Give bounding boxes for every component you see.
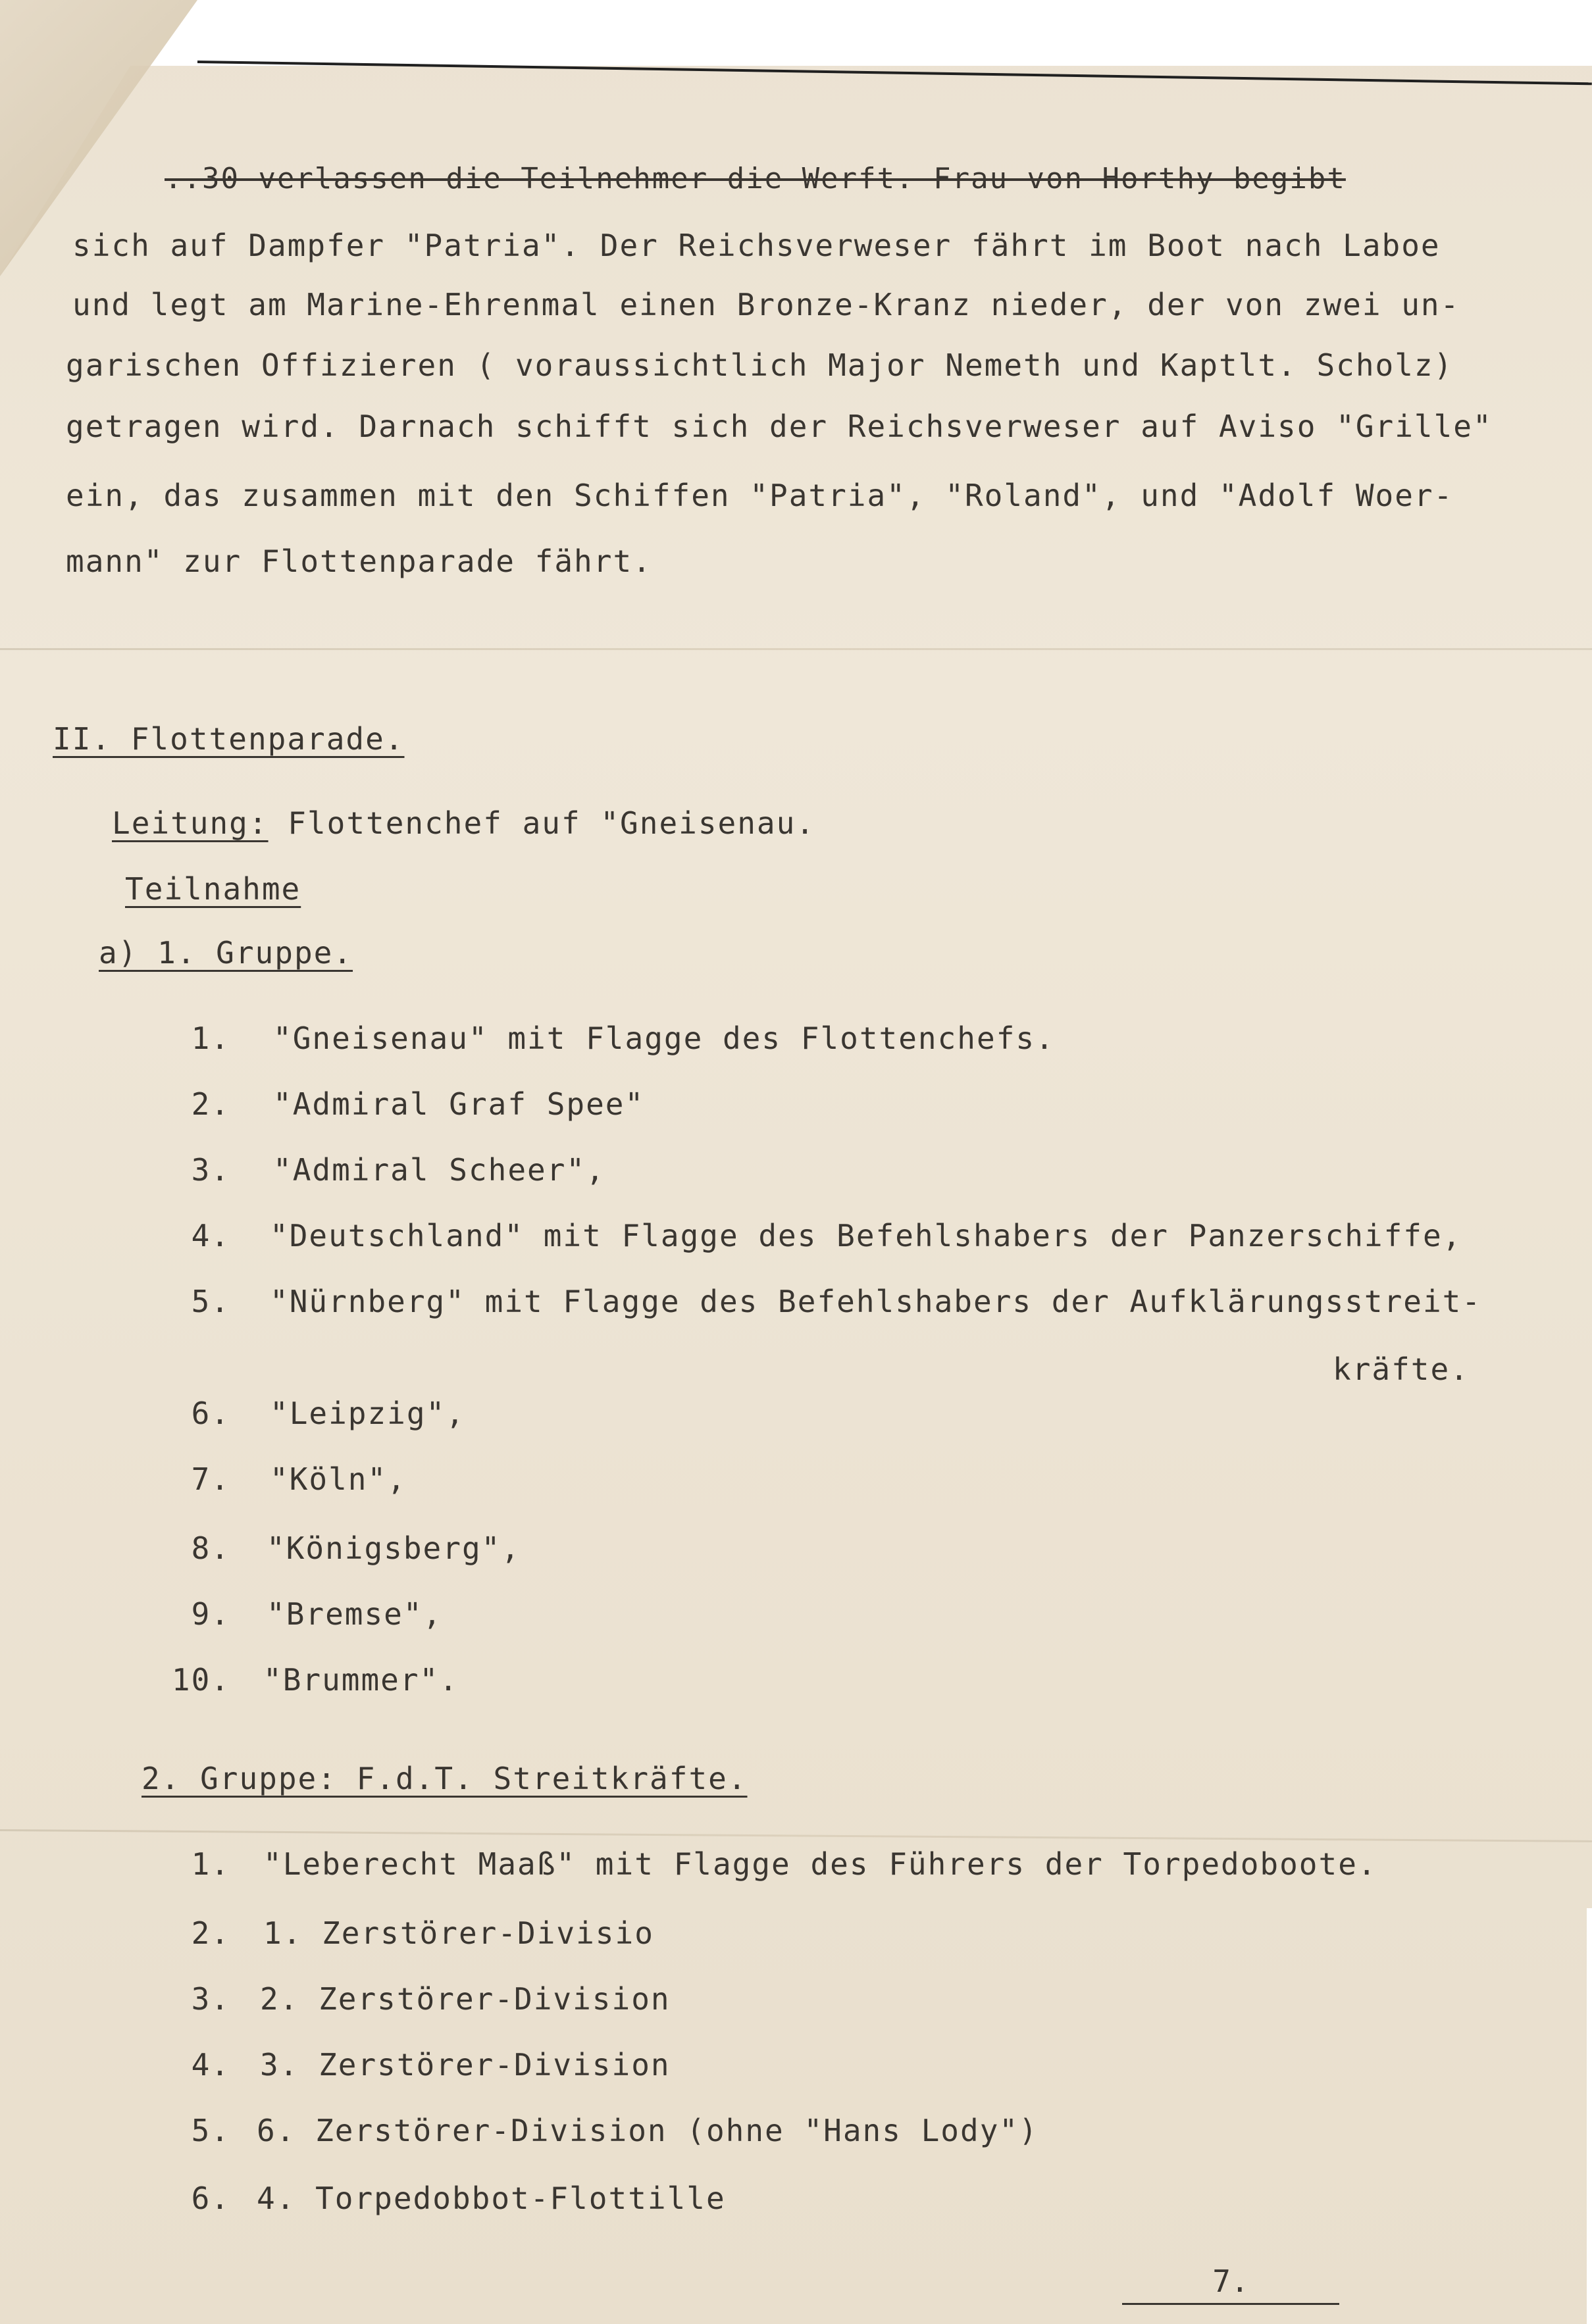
- group1-item-text: "Königsberg",: [267, 1530, 521, 1566]
- group1-item-text: "Leipzig",: [270, 1396, 465, 1431]
- group1-item-text: "Nürnberg" mit Flagge des Befehlshabers der Aufklärungsstreit-: [270, 1284, 1482, 1319]
- group1-item-number: 2.: [191, 1086, 230, 1122]
- group1-item-number: 9.: [191, 1596, 230, 1632]
- group1-item-number: 8.: [191, 1530, 230, 1566]
- intro-line-7: mann" zur Flottenparade fährt.: [66, 543, 652, 579]
- section-heading: II. Flottenparade.: [53, 721, 405, 757]
- leitung-text: Flottenchef auf "Gneisenau.: [268, 805, 816, 841]
- intro-line-2: sich auf Dampfer "Patria". Der Reichsverweser fährt im Boot nach Laboe: [72, 228, 1441, 263]
- group1-item-number: 1.: [191, 1021, 230, 1056]
- group2-item-number: 3.: [191, 1981, 230, 2017]
- intro-line-6: ein, das zusammen mit den Schiffen "Patria", "Roland", und "Adolf Woer-: [66, 478, 1454, 513]
- group1-item-number: 4.: [191, 1218, 230, 1253]
- group1-item-text: "Gneisenau" mit Flagge des Flottenchefs.: [273, 1021, 1055, 1056]
- group2-item-number: 1.: [191, 1846, 230, 1882]
- group2-item-text: 4. Torpedobbot-Flottille: [257, 2181, 726, 2216]
- group1-item-text: "Köln",: [270, 1461, 407, 1497]
- paper-right-edge: [1587, 1908, 1592, 2324]
- group2-item-text: 3. Zerstörer-Division: [260, 2047, 671, 2083]
- group2-item-number: 5.: [191, 2113, 230, 2148]
- group2-heading: 2. Gruppe: F.d.T. Streitkräfte.: [141, 1761, 748, 1796]
- group2-item-number: 4.: [191, 2047, 230, 2083]
- group1-item-text: "Deutschland" mit Flagge des Befehlshabers der Panzerschiffe,: [270, 1218, 1462, 1253]
- group1-item-text: "Bremse",: [267, 1596, 443, 1632]
- group2-item-number: 2.: [191, 1915, 230, 1951]
- group2-item-text: "Leberecht Maaß" mit Flagge des Führers der Torpedoboote.: [263, 1846, 1377, 1882]
- page-background-top: [0, 0, 1592, 66]
- group1-item-number: 10.: [171, 1662, 230, 1698]
- group1-item-number: 5.: [191, 1284, 230, 1319]
- intro-line-3: und legt am Marine-Ehrenmal einen Bronze-Kranz nieder, der von zwei un-: [72, 287, 1460, 322]
- group2-item-text: 6. Zerstörer-Division (ohne "Hans Lody"): [257, 2113, 1039, 2148]
- group2-item-text: 2. Zerstörer-Division: [260, 1981, 671, 2017]
- group1-item-number: 7.: [191, 1461, 230, 1497]
- teilnahme-label: Teilnahme: [125, 871, 301, 907]
- fold-crease: [0, 648, 1592, 650]
- group2-item-text: 1. Zerstörer-Divisio: [263, 1915, 654, 1951]
- group1-item-continuation: kräfte.: [1333, 1351, 1470, 1387]
- group1-item-number: 6.: [191, 1396, 230, 1431]
- group1-item-number: 3.: [191, 1152, 230, 1188]
- group1-heading: a) 1. Gruppe.: [99, 935, 353, 971]
- group1-item-text: "Admiral Graf Spee": [273, 1086, 645, 1122]
- group1-item-text: "Admiral Scheer",: [273, 1152, 605, 1188]
- page-number: 7.: [1122, 2263, 1339, 2305]
- leitung-line: [112, 805, 816, 841]
- leitung-label: Leitung:: [112, 805, 269, 841]
- group1-item-text: "Brummer".: [263, 1662, 459, 1698]
- intro-line-1: ..30 verlassen die Teilnehmer die Werft. Frau von Horthy begibt: [165, 162, 1346, 195]
- intro-line-4: garischen Offizieren ( voraussichtlich Major Nemeth und Kaptlt. Scholz): [66, 347, 1454, 383]
- group2-item-number: 6.: [191, 2181, 230, 2216]
- intro-line-5: getragen wird. Darnach schifft sich der Reichsverweser auf Aviso "Grille": [66, 409, 1493, 444]
